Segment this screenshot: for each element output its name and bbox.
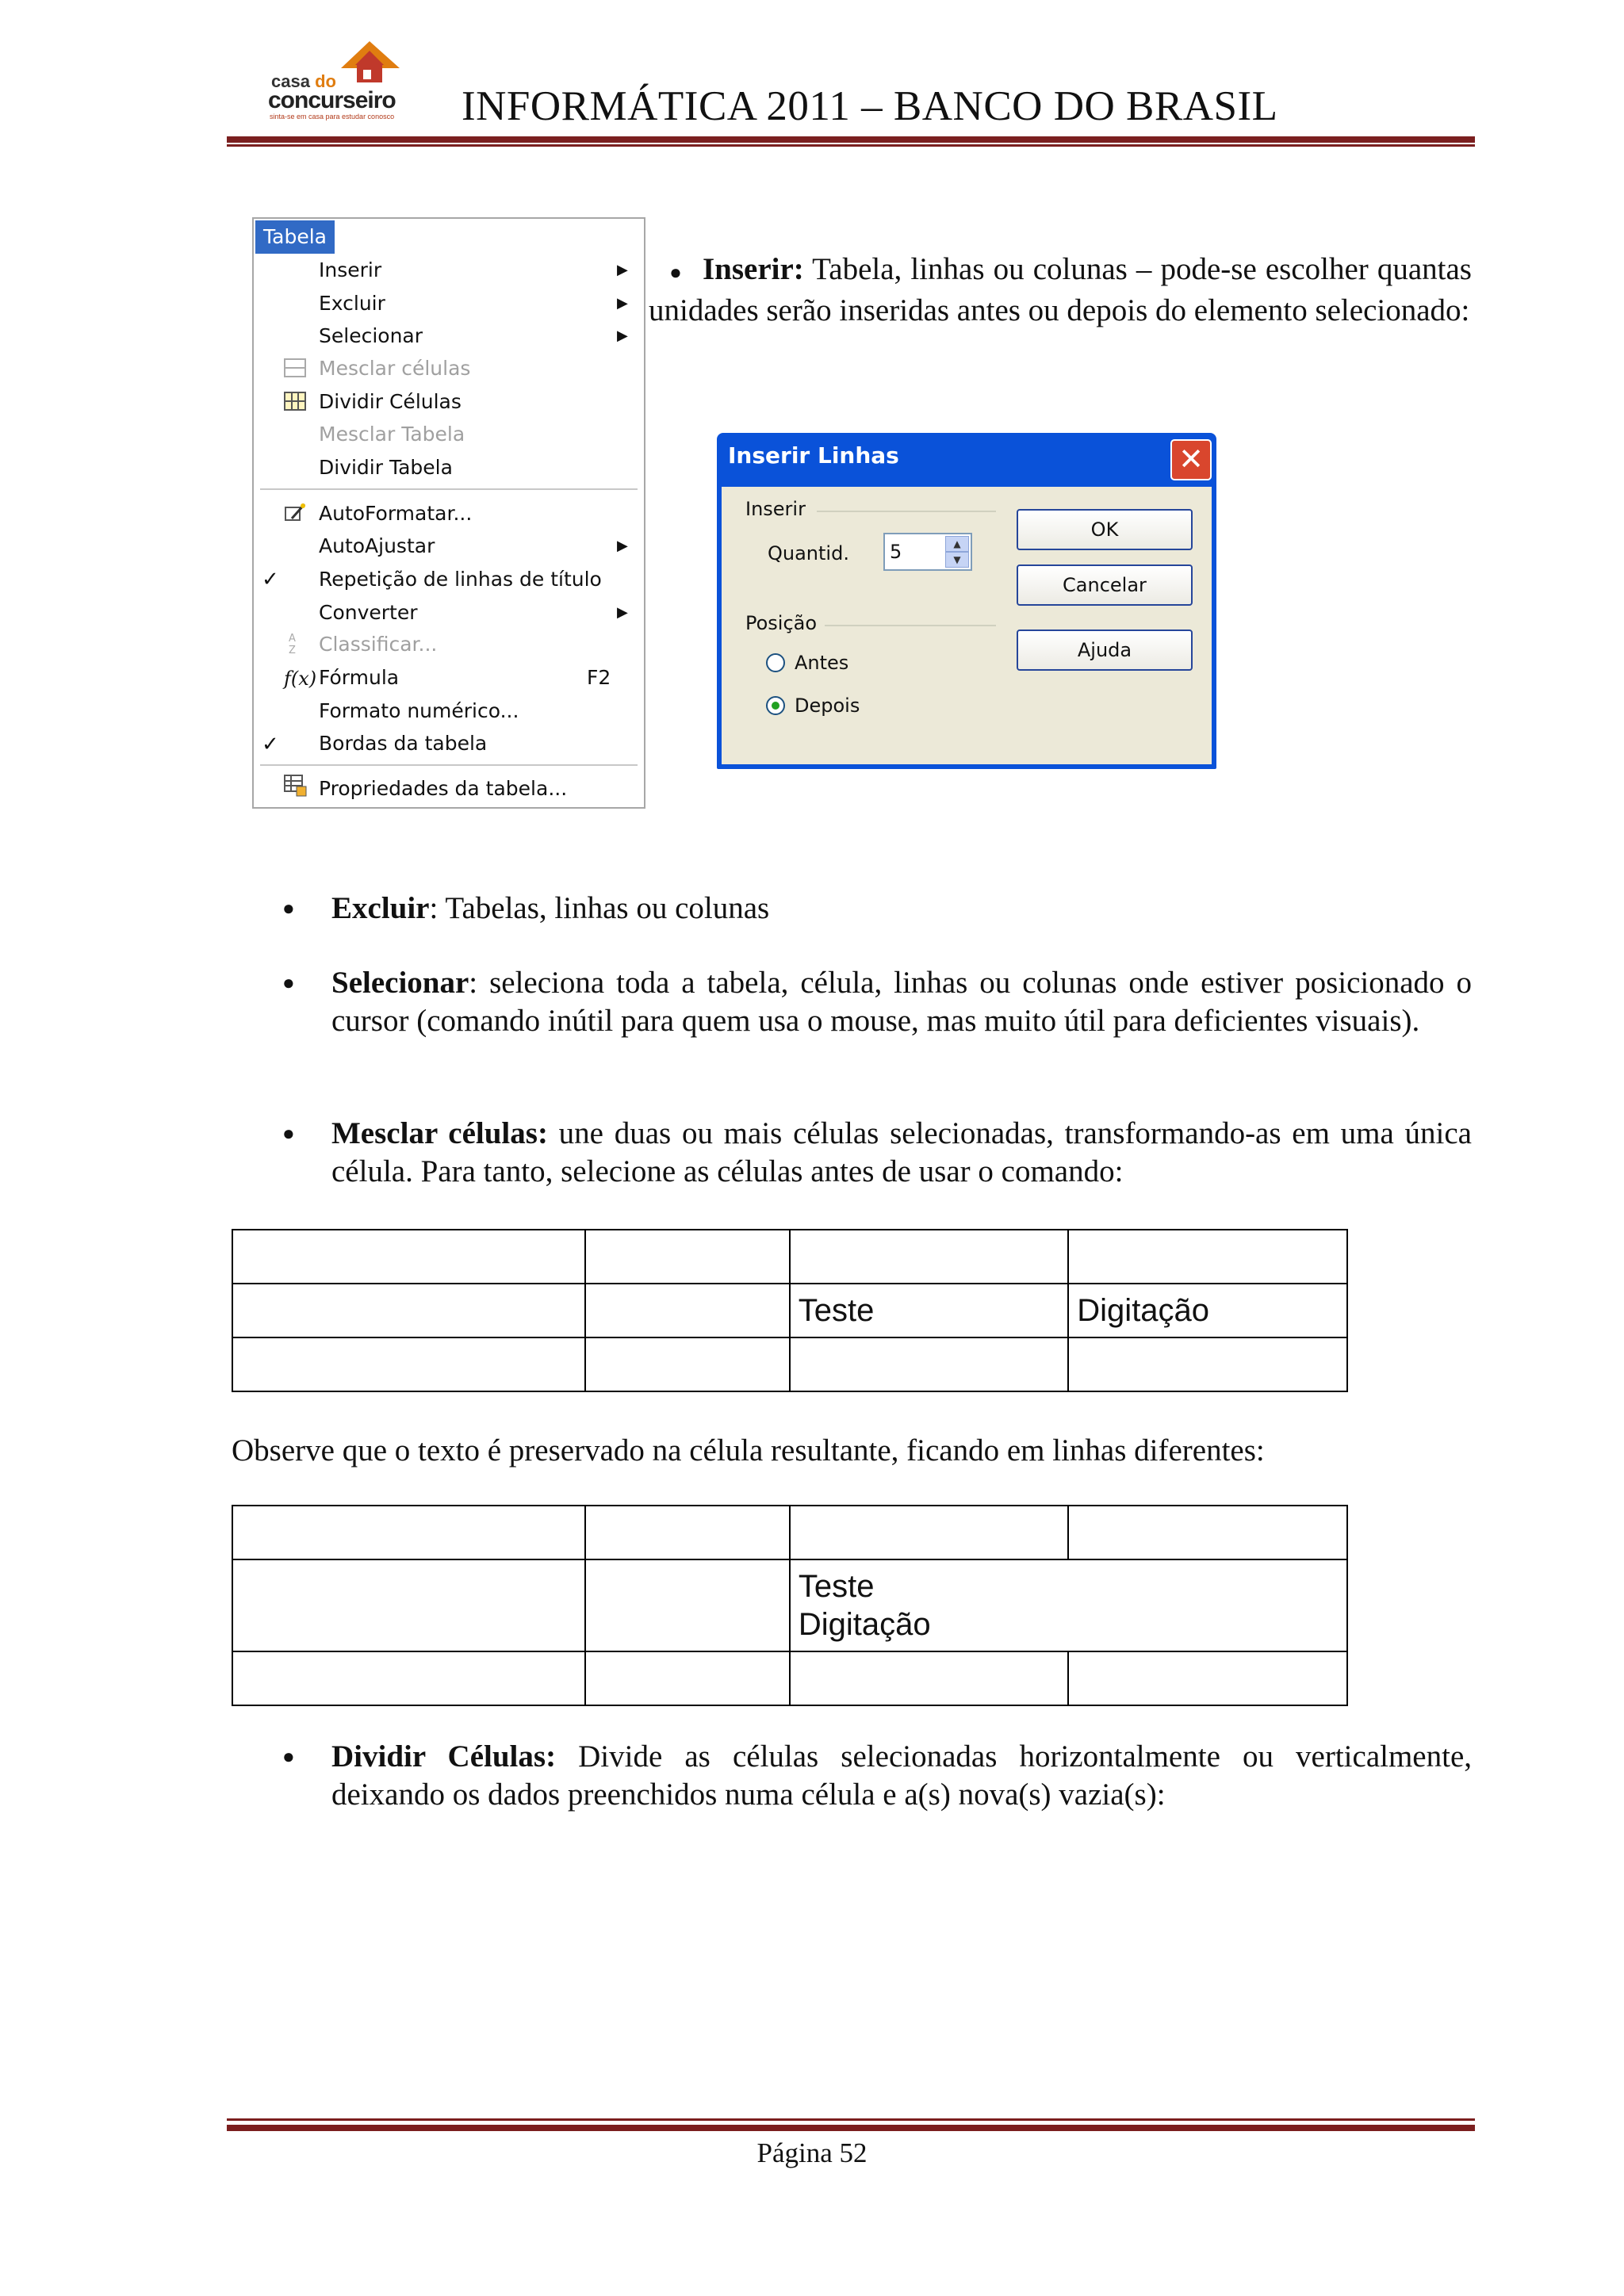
bullet-icon: ● <box>282 897 295 920</box>
bullet-excluir <box>270 890 1472 928</box>
checkmark-icon: ✓ <box>262 568 279 591</box>
svg-text:Z: Z <box>289 645 296 655</box>
submenu-arrow-icon: ▶ <box>617 604 628 621</box>
table-cell <box>585 1651 790 1705</box>
submenu-arrow-icon: ▶ <box>617 295 628 312</box>
submenu-arrow-icon: ▶ <box>617 538 628 554</box>
menu-item-inserir[interactable]: Inserir <box>319 258 382 281</box>
header-rule-thin <box>227 144 1475 147</box>
table-properties-icon <box>284 774 308 798</box>
menu-item-formula[interactable]: Fórmula <box>319 666 400 689</box>
table-cell <box>232 1559 585 1651</box>
excluir-text: : Tabelas, linhas ou colunas <box>429 891 770 925</box>
logo-line1: casa do <box>271 71 336 91</box>
footer-rule-thin <box>227 2118 1475 2121</box>
table-cell <box>232 1230 585 1284</box>
table-cell <box>790 1506 1069 1559</box>
table-cell <box>232 1337 585 1391</box>
dividir-term: Dividir Células: <box>331 1739 557 1774</box>
menu-item-selecionar[interactable]: Selecionar <box>319 324 423 347</box>
menu-item-mesclar-tabela: Mesclar Tabela <box>319 423 465 446</box>
table-cell <box>585 1337 790 1391</box>
table-cell <box>1068 1506 1347 1559</box>
observe-paragraph: Observe que o texto é preservado na célula resultante, ficando em linhas diferentes: <box>232 1433 1265 1468</box>
menu-item-autoformatar[interactable]: AutoFormatar... <box>319 502 473 525</box>
menu-title[interactable]: Tabela <box>255 220 335 254</box>
checkmark-icon: ✓ <box>262 733 279 756</box>
menu-item-repeticao[interactable]: Repetição de linhas de título <box>319 568 602 591</box>
table-cell <box>1068 1230 1347 1284</box>
radio-antes-label: Antes <box>795 652 849 674</box>
close-icon[interactable]: ✕ <box>1170 439 1212 480</box>
inserir-text: Tabela, linhas ou colunas – pode-se escolher quantas unidades serão inseridas antes ou depois do elemento selecionado: <box>649 252 1472 327</box>
page-number: Página 52 <box>756 2137 868 2168</box>
header-rule <box>227 136 1475 143</box>
menu-item-propriedades[interactable]: Propriedades da tabela... <box>319 777 568 800</box>
selecionar-term: Selecionar <box>331 966 469 1000</box>
ajuda-button[interactable]: Ajuda <box>1017 629 1193 671</box>
table-cell <box>790 1230 1069 1284</box>
bullet-selecionar <box>270 964 1472 1040</box>
menu-separator <box>260 764 638 766</box>
merged-cell <box>790 1559 1347 1651</box>
dividir-text: Divide as células selecionadas horizontalmente ou verticalmente, deixando os dados preenchidos numa célula e a(s) nova(s) vazia(s): <box>331 1739 1473 1812</box>
example-table-after <box>232 1505 1348 1706</box>
inserir-term: Inserir: <box>703 252 804 286</box>
tabela-menu <box>252 217 645 809</box>
submenu-arrow-icon: ▶ <box>617 327 628 344</box>
spin-up-icon[interactable]: ▲ <box>945 536 969 552</box>
excluir-term: Excluir <box>331 891 430 925</box>
group-posicao-label: Posição <box>745 612 818 634</box>
menu-item-dividir-tabela[interactable]: Dividir Tabela <box>319 456 453 479</box>
table-cell <box>585 1230 790 1284</box>
submenu-arrow-icon: ▶ <box>617 262 628 278</box>
logo-tagline: sinta-se em casa para estudar conosco <box>270 113 395 121</box>
bullet-icon: ● <box>282 1745 295 1768</box>
quantid-value: 5 <box>890 541 902 563</box>
quantid-label: Quantid. <box>768 542 849 564</box>
bullet-icon: ● <box>669 261 682 284</box>
footer-rule <box>227 2125 1475 2131</box>
bullet-icon: ● <box>282 971 295 994</box>
menu-item-excluir[interactable]: Excluir <box>319 292 385 315</box>
table-cell-digitacao: Digitação <box>1068 1284 1347 1337</box>
table-cell <box>585 1506 790 1559</box>
radio-depois[interactable] <box>766 696 785 715</box>
quantid-spinner[interactable] <box>883 533 972 571</box>
mesclar-term: Mesclar células: <box>331 1116 548 1150</box>
table-cell <box>585 1284 790 1337</box>
menu-item-converter[interactable]: Converter <box>319 601 418 624</box>
group-inserir-label: Inserir <box>745 498 806 520</box>
group-line <box>817 511 996 512</box>
bullet-mesclar <box>270 1115 1472 1191</box>
bullet-icon: ● <box>282 1122 295 1145</box>
inserir-linhas-dialog <box>717 433 1216 769</box>
header-title: INFORMÁTICA 2011 – BANCO DO BRASIL <box>462 83 1278 129</box>
table-cell <box>585 1559 790 1651</box>
svg-text:A: A <box>289 633 296 645</box>
casa-do-concurseiro-logo <box>268 35 411 121</box>
example-table-before <box>232 1229 1348 1392</box>
selecionar-text: : seleciona toda a tabela, célula, linhas ou colunas onde estiver posicionado o cursor (comando inútil para quem usa o mouse, mas muito útil para deficientes visuais). <box>331 966 1472 1038</box>
bullet-dividir <box>270 1738 1472 1814</box>
merge-cells-icon <box>284 358 306 377</box>
table-cell <box>1068 1337 1347 1391</box>
menu-item-bordas[interactable]: Bordas da tabela <box>319 732 488 755</box>
menu-item-formato-numerico[interactable]: Formato numérico... <box>319 699 519 722</box>
dialog-body <box>722 487 1212 764</box>
table-cell <box>232 1506 585 1559</box>
radio-antes[interactable] <box>766 653 785 672</box>
table-cell <box>232 1284 585 1337</box>
dialog-title: Inserir Linhas <box>728 442 899 469</box>
radio-selected-dot <box>772 702 779 710</box>
menu-item-mesclar-celulas: Mesclar células <box>319 357 471 380</box>
split-cells-icon <box>284 392 306 411</box>
menu-item-autoajustar[interactable]: AutoAjustar <box>319 534 435 557</box>
logo-line2: concurseiro <box>268 87 396 113</box>
table-cell <box>232 1651 585 1705</box>
autoformat-wand-icon <box>284 501 306 523</box>
menu-item-classificar: Classificar... <box>319 633 438 656</box>
menu-separator <box>260 488 638 490</box>
group-line <box>825 625 996 626</box>
cancelar-button[interactable]: Cancelar <box>1017 564 1193 606</box>
radio-depois-label: Depois <box>795 695 860 717</box>
spin-down-icon[interactable]: ▼ <box>945 552 969 568</box>
sort-az-icon <box>284 631 306 655</box>
table-cell-teste: Teste <box>790 1284 1069 1337</box>
inserir-paragraph <box>649 251 1472 330</box>
formula-fx-icon: f(x) <box>284 668 317 690</box>
merged-line-teste: Teste <box>798 1569 875 1604</box>
ok-button[interactable]: OK <box>1017 509 1193 550</box>
table-cell <box>790 1337 1069 1391</box>
table-cell <box>1068 1651 1347 1705</box>
merged-line-digitacao: Digitação <box>798 1607 931 1642</box>
mesclar-text: une duas ou mais células selecionadas, transformando-as em uma única célula. Para tanto, selecione as células antes de usar o comando: <box>331 1116 1472 1188</box>
formula-shortcut: F2 <box>587 666 611 689</box>
table-cell <box>790 1651 1069 1705</box>
menu-item-dividir-celulas[interactable]: Dividir Células <box>319 390 462 413</box>
